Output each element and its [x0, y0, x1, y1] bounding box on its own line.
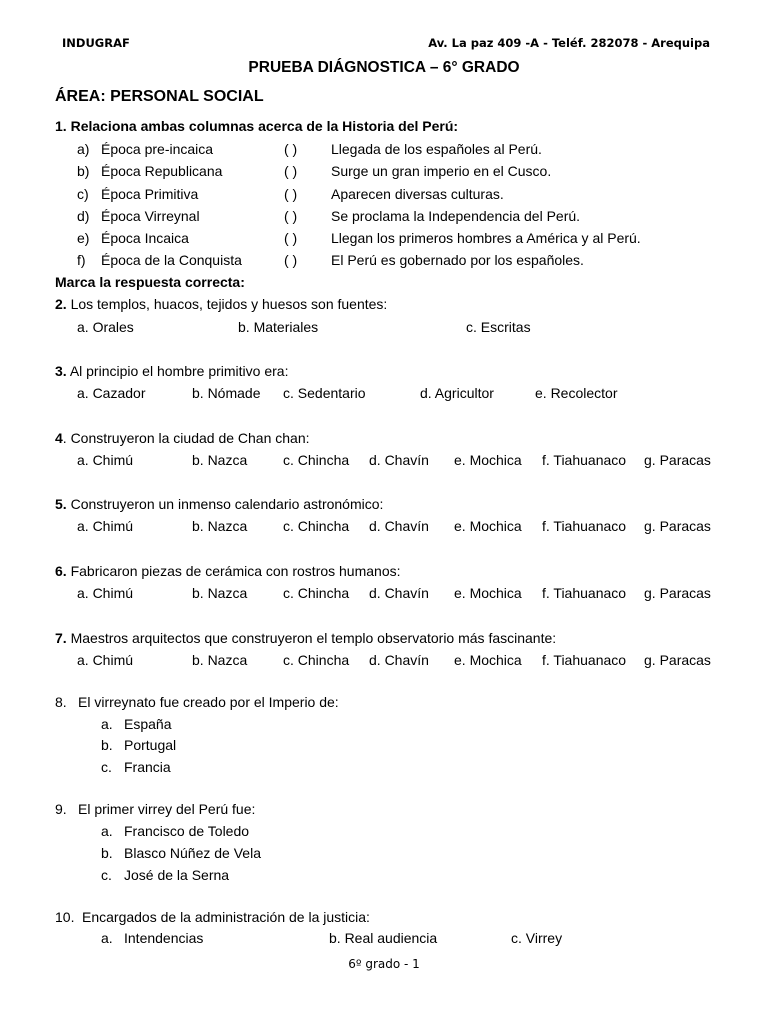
answer-blank[interactable]: ( ) — [284, 252, 298, 268]
option[interactable]: c. Virrey — [511, 930, 563, 946]
row-letter: a) — [77, 141, 90, 157]
row-letter: c) — [77, 186, 89, 202]
option[interactable]: España — [124, 716, 172, 732]
option[interactable]: e. Mochica — [454, 518, 522, 534]
question-text: Fabricaron piezas de cerámica con rostros humanos: — [70, 563, 401, 579]
option-letter: b. — [101, 737, 113, 753]
row-letter: e) — [77, 230, 90, 246]
option[interactable]: b. Materiales — [238, 319, 319, 335]
option[interactable]: b. Nómade — [192, 385, 261, 401]
option[interactable]: a. Chimú — [77, 518, 134, 534]
option[interactable]: f. Tiahuanaco — [542, 452, 627, 468]
option[interactable]: g. Paracas — [644, 452, 711, 468]
option[interactable]: Francia — [124, 759, 171, 775]
option[interactable]: e. Recolector — [535, 385, 618, 401]
option[interactable]: a. Chimú — [77, 652, 134, 668]
option[interactable]: g. Paracas — [644, 585, 711, 601]
answer-blank[interactable]: ( ) — [284, 163, 298, 179]
option-letter: a. — [101, 930, 113, 946]
question-number: 1. — [55, 118, 67, 134]
option[interactable]: g. Paracas — [644, 652, 711, 668]
question-number: 4 — [55, 430, 63, 446]
question-4 — [55, 430, 310, 446]
question-text: Encargados de la administración de la justicia: — [82, 909, 370, 925]
option-letter: c. — [101, 759, 112, 775]
option[interactable]: Portugal — [124, 737, 177, 753]
option[interactable]: f. Tiahuanaco — [542, 652, 627, 668]
question-7 — [55, 630, 556, 646]
option[interactable]: b. Nazca — [192, 452, 248, 468]
question-number: 6. — [55, 563, 67, 579]
option-letter: b. — [101, 845, 113, 861]
instruction: Marca la respuesta correcta: — [55, 274, 245, 290]
question-6 — [55, 563, 401, 579]
option[interactable]: d. Chavín — [369, 452, 429, 468]
option[interactable]: a. Chimú — [77, 452, 134, 468]
question-number: 8. — [55, 694, 67, 710]
question-number: 3. — [55, 363, 67, 379]
option[interactable]: a. Cazador — [77, 385, 146, 401]
row-left-text: Época pre-incaica — [101, 141, 214, 157]
option[interactable]: b. Nazca — [192, 652, 248, 668]
option[interactable]: d. Chavín — [369, 585, 429, 601]
option-letter: a. — [101, 823, 113, 839]
option[interactable]: d. Chavín — [369, 518, 429, 534]
question-text: . Construyeron la ciudad de Chan chan: — [62, 430, 310, 446]
header-left: INDUGRAF — [62, 36, 130, 50]
question-number: 5. — [55, 496, 67, 512]
option[interactable]: José de la Serna — [124, 867, 230, 883]
question-3 — [55, 363, 288, 379]
row-right-text: Llegan los primeros hombres a América y al Perú. — [331, 230, 641, 246]
row-left-text: Época Republicana — [101, 163, 223, 179]
question-number: 9. — [55, 801, 67, 817]
page-footer: 6º grado - 1 — [348, 957, 420, 971]
answer-blank[interactable]: ( ) — [284, 186, 298, 202]
option[interactable]: Blasco Núñez de Vela — [124, 845, 261, 861]
row-left-text: Época Incaica — [101, 230, 189, 246]
option[interactable]: c. Chincha — [283, 652, 350, 668]
option[interactable]: Intendencias — [124, 930, 204, 946]
row-letter: f) — [77, 252, 86, 268]
question-number: 7. — [55, 630, 67, 646]
question-text: Relaciona ambas columnas acerca de la Historia del Perú: — [70, 118, 459, 134]
option[interactable]: b. Real audiencia — [329, 930, 438, 946]
question-text: Maestros arquitectos que construyeron el templo observatorio más fascinante: — [70, 630, 557, 646]
option[interactable]: b. Nazca — [192, 585, 248, 601]
option-letter: c. — [101, 867, 112, 883]
page-title: PRUEBA DIÁGNOSTICA – 6° GRADO — [248, 59, 520, 76]
row-right-text: Llegada de los españoles al Perú. — [331, 141, 542, 157]
option[interactable]: e. Mochica — [454, 452, 522, 468]
question-text: Los templos, huacos, tejidos y huesos son fuentes: — [70, 296, 388, 312]
answer-blank[interactable]: ( ) — [284, 230, 298, 246]
row-right-text: El Perú es gobernado por los españoles. — [331, 252, 584, 268]
row-left-text: Época Virreynal — [101, 208, 200, 224]
answer-blank[interactable]: ( ) — [284, 141, 298, 157]
option[interactable]: c. Escritas — [466, 319, 531, 335]
row-letter: d) — [77, 208, 90, 224]
option[interactable]: g. Paracas — [644, 518, 711, 534]
question-text: Al principio el hombre primitivo era: — [69, 363, 289, 379]
question-number: 2. — [55, 296, 67, 312]
header-right: Av. La paz 409 -A - Teléf. 282078 - Arequipa — [428, 36, 710, 50]
row-left-text: Época Primitiva — [101, 186, 199, 202]
question-5 — [55, 496, 383, 512]
question-text: Construyeron un inmenso calendario astronómico: — [70, 496, 384, 512]
row-right-text: Se proclama la Independencia del Perú. — [331, 208, 581, 224]
option[interactable]: d. Agricultor — [420, 385, 494, 401]
question-number: 10. — [55, 909, 75, 925]
option[interactable]: f. Tiahuanaco — [542, 518, 627, 534]
option[interactable]: e. Mochica — [454, 585, 522, 601]
option[interactable]: c. Sedentario — [283, 385, 366, 401]
option[interactable]: c. Chincha — [283, 518, 350, 534]
option-letter: a. — [101, 716, 113, 732]
option[interactable]: e. Mochica — [454, 652, 522, 668]
option[interactable]: a. Chimú — [77, 585, 134, 601]
area-heading: ÁREA: PERSONAL SOCIAL — [55, 88, 264, 105]
question-text: El virreynato fue creado por el Imperio de: — [78, 694, 339, 710]
option[interactable]: c. Chincha — [283, 585, 350, 601]
option[interactable]: b. Nazca — [192, 518, 248, 534]
option[interactable]: d. Chavín — [369, 652, 429, 668]
question-1 — [55, 118, 458, 134]
option[interactable]: Francisco de Toledo — [124, 823, 250, 839]
row-right-text: Aparecen diversas culturas. — [331, 186, 504, 202]
option[interactable]: f. Tiahuanaco — [542, 585, 627, 601]
question-text: El primer virrey del Perú fue: — [78, 801, 256, 817]
row-letter: b) — [77, 163, 90, 179]
row-left-text: Época de la Conquista — [101, 252, 242, 268]
option[interactable]: a. Orales — [77, 319, 134, 335]
option[interactable]: c. Chincha — [283, 452, 350, 468]
answer-blank[interactable]: ( ) — [284, 208, 298, 224]
question-2 — [55, 296, 387, 312]
row-right-text: Surge un gran imperio en el Cusco. — [331, 163, 552, 179]
